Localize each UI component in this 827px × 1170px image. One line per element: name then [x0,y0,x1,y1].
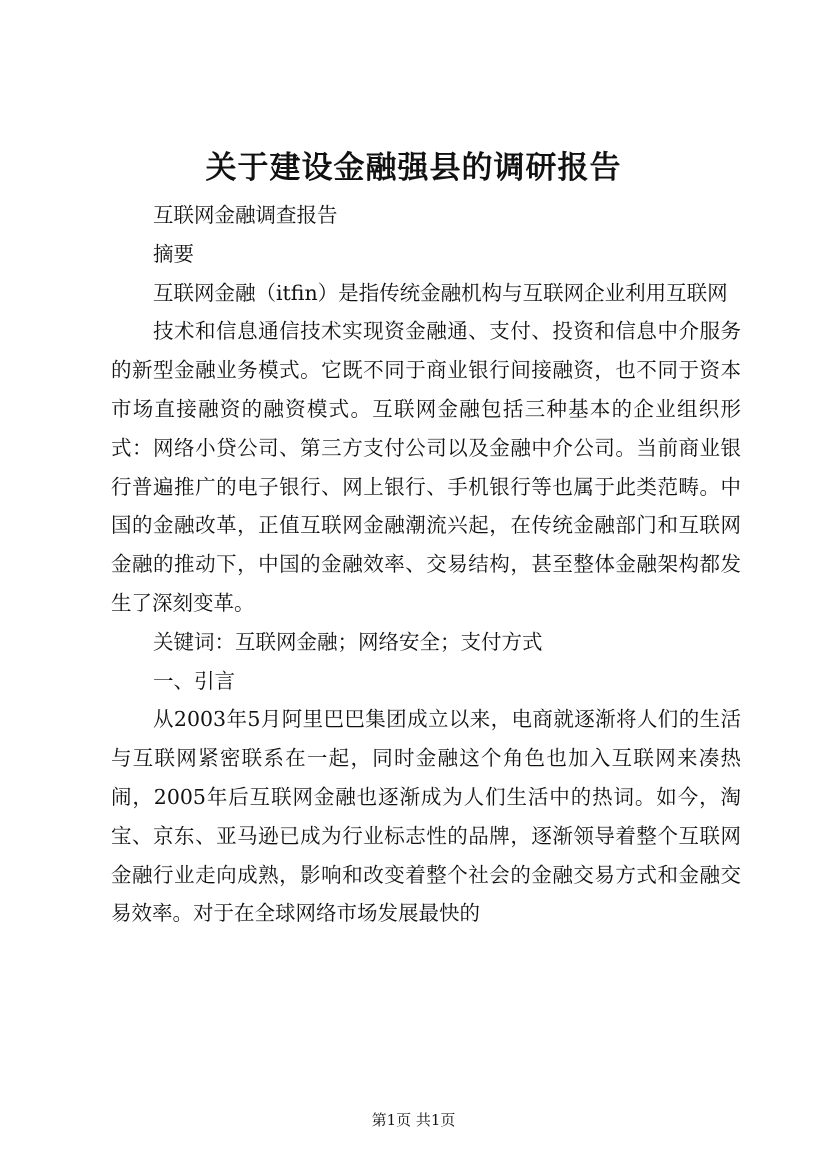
paragraph-abstract-body: 技术和信息通信技术实现资金融通、支付、投资和信息中介服务的新型金融业务模式。它既不同于商业银行间接融资，也不同于资本市场直接融资的融资模式。互联网金融包括三种基本的企业组织形式：网络小贷公司、第三方支付公司以及金融中介公司。当前商业银行普遍推广的电子银行、网上银行、手机银行等也属于此类范畴。中国的金融改革，正值互联网金融潮流兴起，在传统金融部门和互联网金融的推动下，中国的金融效率、交易结构，甚至整体金融架构都发生了深刻变革。 [111,319,741,615]
document-title: 关于建设金融强县的调研报告 [205,150,622,186]
paragraph-abstract-heading: 摘要 [153,241,194,266]
paragraph-keywords: 关键词：互联网金融；网络安全；支付方式 [153,629,543,654]
page-number-footer: 第1页 共1页 [371,1111,456,1129]
document-body [111,196,741,933]
section-heading-introduction: 一、引言 [153,668,235,693]
paragraph-abstract-intro: 互联网金融（itfin）是指传统金融机构与互联网企业利用互联网 [153,280,728,305]
paragraph-subtitle: 互联网金融调查报告 [153,203,338,227]
paragraph-introduction-body: 从2003年5月阿里巴巴集团成立以来，电商就逐渐将人们的生活与互联网紧密联系在一起，同时金融这个角色也加入互联网来凑热闹，2005年后互联网金融也逐渐成为人们生活中的热词。如今，淘宝、京东、亚马逊已成为行业标志性的品牌，逐渐领导着整个互联网金融行业走向成熟，影响和改变着整个社会的金融交易方式和金融交易效率。对于在全球网络市场发展最快的 [111,707,741,926]
